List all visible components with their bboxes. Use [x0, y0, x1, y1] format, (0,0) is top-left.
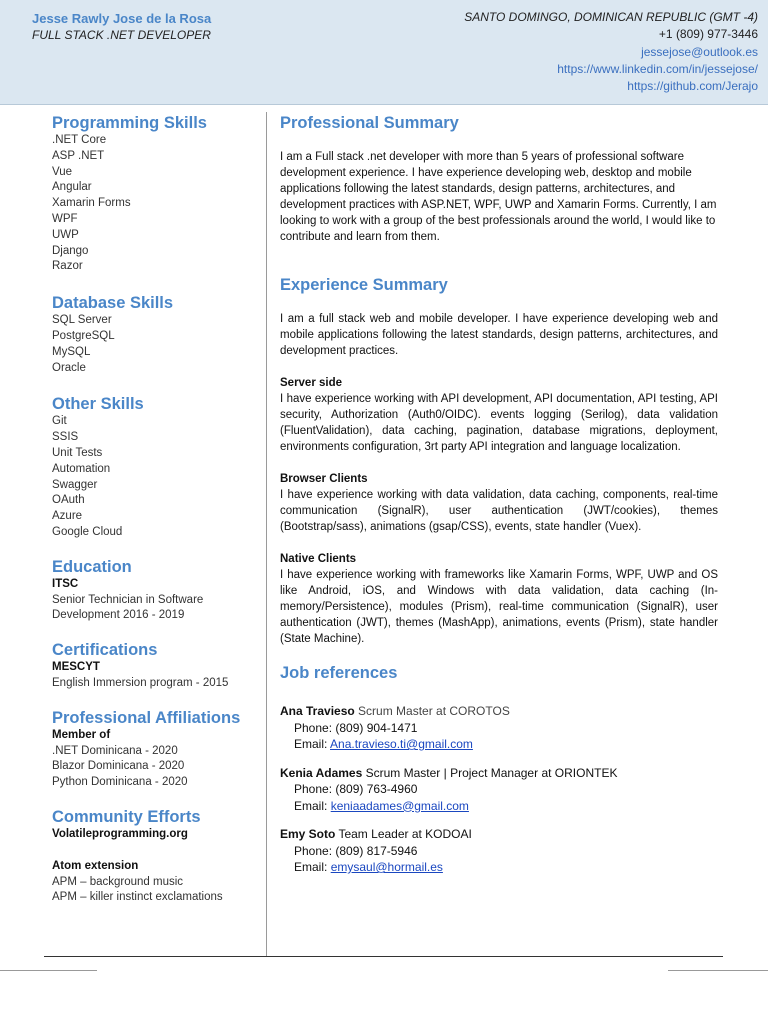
skill-item: PostgreSQL: [52, 329, 115, 342]
reference-name: Kenia Adames: [280, 765, 363, 780]
education-section: [52, 557, 262, 624]
reference-role: Team Leader at KODOAI: [335, 827, 472, 841]
certifications-section: [52, 640, 262, 692]
experience-subsection: [280, 375, 718, 455]
skill-item: Google Cloud: [52, 525, 123, 538]
resume-header: [0, 0, 768, 105]
experience-summary-section: [280, 275, 718, 647]
left-column: [52, 113, 262, 906]
candidate-role: FULL STACK .NET DEVELOPER: [32, 28, 211, 42]
subsection-text: I have experience working with data validation, data caching, components, real-time communication (SignalR), user authentication (JWT/cookies), themes (Bootstrap/sass), animations (gsap/CSS), events, state handler (Vuex).: [280, 489, 718, 533]
experience-intro: I am a full stack web and mobile developer. I have experience developing web and mobile applications following the latest standards, design patterns, architectures, and development practices.: [280, 313, 718, 357]
section-title: Professional Summary: [280, 114, 459, 132]
skill-item: Django: [52, 244, 89, 257]
section-title: Other Skills: [52, 395, 144, 414]
email-label: Email:: [294, 737, 328, 751]
extension-item: APM – killer instinct exclamations: [52, 891, 223, 904]
skill-item: Azure: [52, 510, 83, 523]
skill-item: Oracle: [52, 361, 86, 374]
header-contact: [464, 9, 758, 95]
skill-item: Swagger: [52, 478, 98, 491]
footer-rule-left: [0, 970, 97, 971]
skill-item: Automation: [52, 462, 111, 475]
other-skills-section: [52, 394, 262, 540]
phone-label: Phone:: [294, 782, 333, 796]
reference-email-link[interactable]: Ana.travieso.ti@gmail.com: [330, 737, 473, 751]
experience-subsection: [280, 471, 718, 535]
section-title: Education: [52, 557, 132, 576]
subsection-title: Native Clients: [280, 553, 357, 565]
candidate-name: Jesse Rawly Jose de la Rosa: [32, 11, 212, 26]
affiliations-section: [52, 708, 262, 791]
skill-item: UWP: [52, 228, 79, 241]
reference-role: Scrum Master at COROTOS: [354, 704, 510, 718]
affiliation-item: .NET Dominicana - 2020: [52, 744, 178, 757]
extension-title: Atom extension: [52, 859, 139, 872]
section-title: Job references: [280, 664, 398, 682]
skill-item: WPF: [52, 212, 78, 225]
community-section: [52, 807, 262, 906]
reference-email-link[interactable]: keniaadames@gmail.com: [330, 798, 469, 813]
section-title: Certifications: [52, 641, 158, 660]
section-title: Professional Affiliations: [52, 708, 241, 727]
reference-entry: [280, 826, 718, 876]
reference-name: Emy Soto: [280, 827, 336, 841]
cert-org: MESCYT: [52, 661, 100, 674]
skill-item: Vue: [52, 165, 73, 178]
skill-item: Angular: [52, 181, 92, 194]
skill-item: Git: [52, 415, 67, 428]
community-site: Volatileprogramming.org: [52, 827, 188, 840]
contact-phone: +1 (809) 977-3446: [658, 27, 758, 42]
programming-skills-section: [52, 113, 262, 275]
experience-subsection: [280, 551, 718, 647]
skill-item: MySQL: [52, 345, 91, 358]
degree: Senior Technician in Software Development 2016 - 2019: [52, 593, 204, 622]
right-column: [280, 113, 718, 876]
affiliation-item: Blazor Dominicana - 2020: [52, 760, 185, 773]
database-skills-section: [52, 293, 262, 376]
reference-role: Scrum Master | Project Manager at ORIONTEK: [362, 765, 618, 780]
contact-location: SANTO DOMINGO, DOMINICAN REPUBLIC (GMT -4): [464, 10, 758, 24]
reference-email-link[interactable]: emysaul@hormail.es: [330, 860, 443, 874]
school-name: ITSC: [52, 577, 79, 590]
bottom-rule: [44, 956, 723, 957]
skill-item: ASP .NET: [52, 149, 105, 162]
reference-phone: (809) 817-5946: [335, 843, 418, 858]
job-references-section: [280, 663, 718, 876]
column-divider: [266, 112, 267, 957]
reference-entry: [280, 703, 718, 753]
email-label: Email:: [294, 798, 328, 813]
section-title: Community Efforts: [52, 807, 201, 826]
contact-github-link[interactable]: https://github.com/Jerajo: [627, 79, 758, 94]
reference-name: Ana Travieso: [280, 704, 355, 718]
subsection-text: I have experience working with frameworks like Xamarin Forms, WPF, UWP and OS like Android, iOS, and Windows with data validation, data caching (In-memory/Persistence), modules (Prism), real-time communication (SignalR), user authentication (JWT), themes (MashApp), animations, events (Prism), state handler (State Machine).: [280, 569, 718, 645]
skill-item: Unit Tests: [52, 446, 103, 459]
summary-text: I am a Full stack .net developer with more than 5 years of professional software development experience. I have experience developing web, desktop and mobile applications following the latest standards, design patterns, architectures, and development practices with ASP.NET, WPF, UWP and Xamarin Forms. Currently, I am looking to work with a group of the best professionals around the world, I would like to contribute and learn from them.: [280, 151, 717, 243]
reference-entry: [280, 765, 718, 815]
cert-program: English Immersion program - 2015: [52, 676, 229, 689]
reference-phone: (809) 763-4960: [335, 782, 418, 796]
contact-email-link[interactable]: jessejose@outlook.es: [641, 44, 758, 59]
skill-item: OAuth: [52, 494, 85, 507]
section-title: Database Skills: [52, 294, 174, 313]
reference-phone: (809) 904-1471: [335, 720, 418, 735]
professional-summary-section: [280, 113, 718, 245]
subsection-text: I have experience working with API development, API documentation, API testing, API security, Authorization (Auth0/OIDC). events logging (Serilog), data validation (FluentValidation), data caching, pagination, database migrations, deployment, environments configuration, 3rt party API integration and language localization.: [280, 393, 718, 453]
section-title: Experience Summary: [280, 276, 448, 294]
subsection-title: Browser Clients: [280, 473, 368, 485]
skill-item: SQL Server: [52, 314, 112, 327]
extension-item: APM – background music: [52, 875, 184, 888]
affiliations-label: Member of: [52, 728, 111, 741]
phone-label: Phone:: [294, 843, 333, 858]
section-title: Programming Skills: [52, 114, 207, 132]
skill-item: .NET Core: [52, 134, 107, 146]
affiliation-item: Python Dominicana - 2020: [52, 776, 188, 789]
subsection-title: Server side: [280, 377, 343, 389]
email-label: Email:: [294, 860, 328, 874]
skill-item: SSIS: [52, 431, 79, 444]
contact-linkedin-link[interactable]: https://www.linkedin.com/in/jessejose/: [557, 61, 758, 76]
skill-item: Razor: [52, 260, 83, 273]
skill-item: Xamarin Forms: [52, 197, 131, 210]
header-identity: [32, 10, 211, 44]
phone-label: Phone:: [294, 720, 333, 735]
footer-rule-right: [668, 970, 768, 971]
